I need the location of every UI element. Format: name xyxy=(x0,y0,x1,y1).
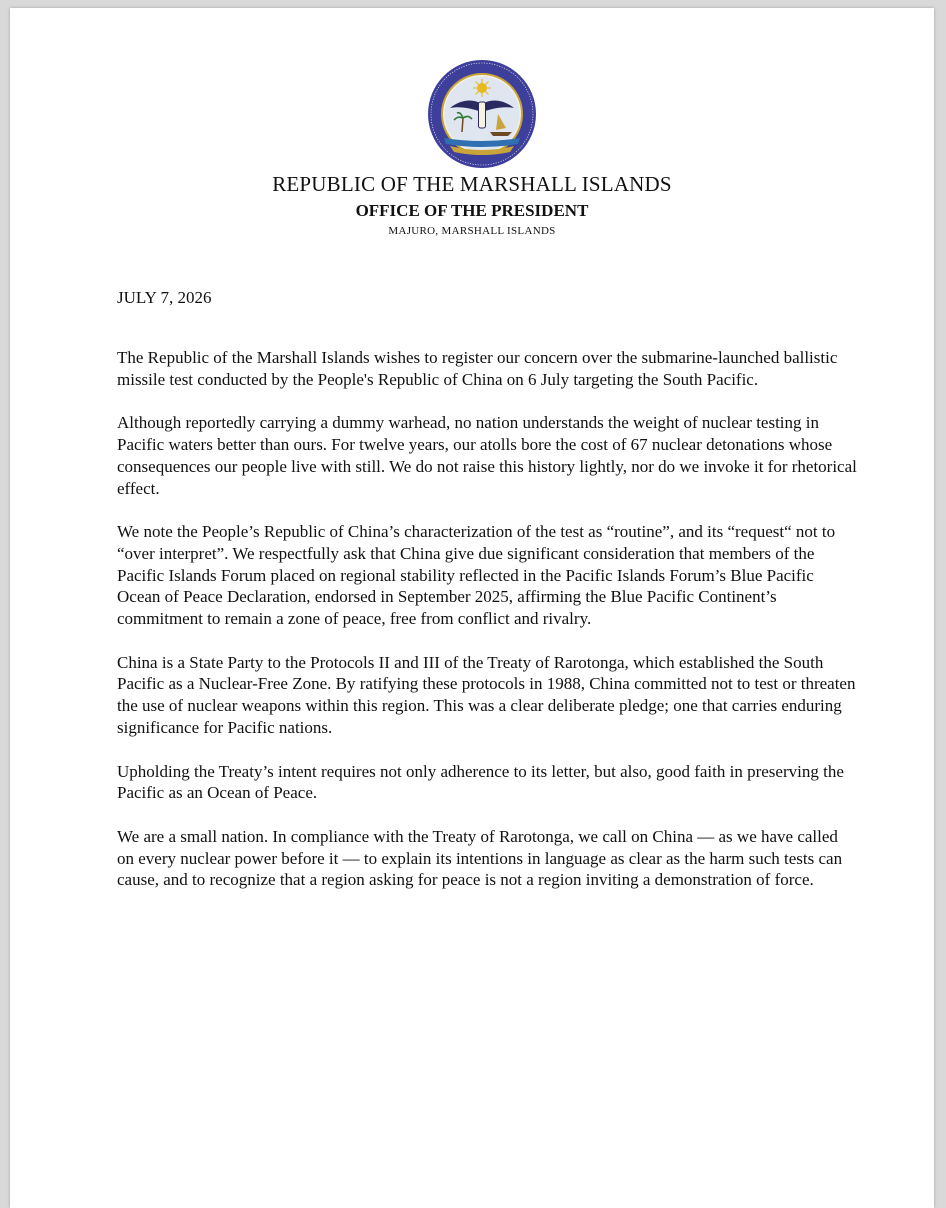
national-seal-icon xyxy=(426,58,538,170)
office-location: MAJURO, MARSHALL ISLANDS xyxy=(388,225,556,237)
paragraph: The Republic of the Marshall Islands wishes to register our concern over the submarine-launched ballistic missile test conducted by the People's Republic of China on 6 July targeting the South Pacific. xyxy=(117,348,838,389)
paragraph: We note the People’s Republic of China’s characterization of the test as “routine”, and its “request“ not to “over interpret”. We respectfully ask that China give due significant consideration that members of the Pacific Islands Forum placed on regional stability reflected in the Pacific Islands Forum’s Blue Pacific Ocean of Peace Declaration, endorsed in September 2025, affirming the Blue Pacific Continent’s commitment to remain a zone of peace, free from conflict and rivalry. xyxy=(117,522,836,629)
republic-name: REPUBLIC OF THE MARSHALL ISLANDS xyxy=(272,172,672,196)
letter-page xyxy=(10,8,934,1208)
office-name: OFFICE OF THE PRESIDENT xyxy=(355,201,589,220)
letter-body xyxy=(117,347,857,913)
paragraph: China is a State Party to the Protocols II and III of the Treaty of Rarotonga, which established the South Pacific as a Nuclear-Free Zone. By ratifying these protocols in 1988, China committed not to test or threaten the use of nuclear weapons within this region. This was a clear deliberate pledge; one that carries enduring significance for Pacific nations. xyxy=(117,652,856,737)
paragraph: We are a small nation. In compliance with the Treaty of Rarotonga, we call on China — as we have called on every nuclear power before it — to explain its intentions in language as clear as the harm such tests can cause, and to recognize that a region asking for peace is not a region inviting a demonstration of force. xyxy=(117,826,843,890)
letter-date: JULY 7, 2026 xyxy=(117,288,212,307)
paragraph: Upholding the Treaty’s intent requires not only adherence to its letter, but also, good faith in preserving the Pacific as an Ocean of Peace. xyxy=(117,761,844,803)
paragraph: Although reportedly carrying a dummy warhead, no nation understands the weight of nuclear testing in Pacific waters better than ours. For twelve years, our atolls bore the cost of 67 nuclear detonations whose consequences our people live with still. We do not raise this history lightly, nor do we invoke it for rhetorical effect. xyxy=(117,413,857,498)
